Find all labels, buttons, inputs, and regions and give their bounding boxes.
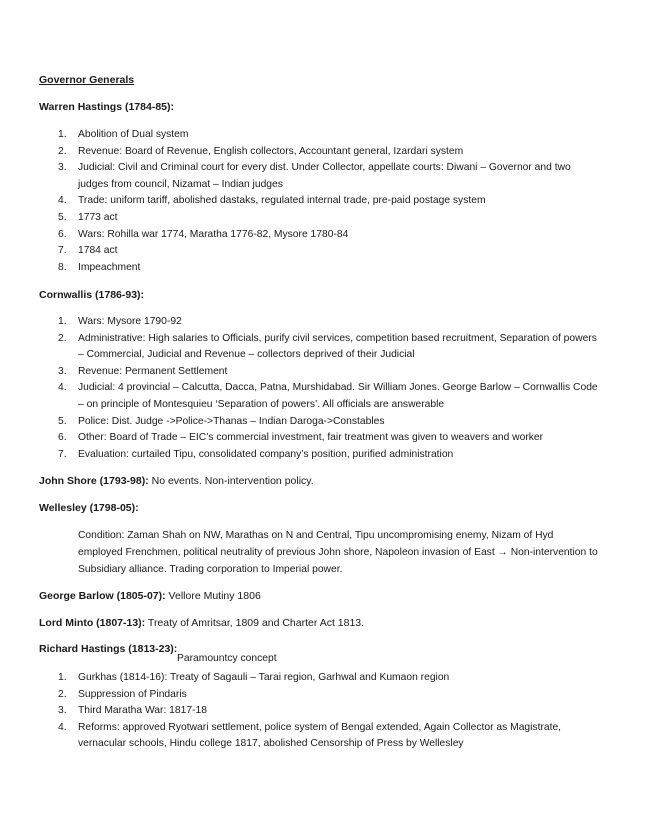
section-title-john-shore: John Shore (1793-98):: [39, 475, 149, 487]
cornwallis-list: [0, 314, 600, 463]
list-item-text: Evaluation: curtailed Tipu, consolidated company’s position, purified administration: [78, 448, 454, 460]
list-item: 8. Impeachment: [58, 261, 141, 273]
section-george-barlow: [39, 590, 261, 602]
list-item: 2. Revenue: Board of Revenue, English collectors, Accountant general, Izardari system: [58, 145, 464, 157]
section-text-lord-minto: Treaty of Amritsar, 1809 and Charter Act 1813.: [145, 617, 365, 629]
list-item: 7. Evaluation: curtailed Tipu, consolidated company’s position, purified administration: [58, 448, 454, 460]
list-item-text: Trade: uniform tariff, abolished dastaks, regulated internal trade, pre-paid postage system: [78, 195, 486, 207]
list-item: 6. Other: Board of Trade – EIC’s commercial investment, fair treatment was given to weavers and worker: [58, 432, 544, 444]
page-title: Governor Generals: [39, 74, 135, 86]
section-text-george-barlow: Vellore Mutiny 1806: [165, 590, 261, 602]
section-title-wellesley: Wellesley (1798-05):: [39, 502, 139, 514]
list-item: 3. Third Maratha War: 1817-18: [58, 705, 207, 717]
list-item-text: 1784 act: [78, 245, 118, 257]
list-item: 5. Police: Dist. Judge ->Police->Thanas – Indian Daroga->Constables: [58, 415, 385, 427]
list-item-text: Revenue: Board of Revenue, English collectors, Accountant general, Izardari system: [78, 145, 464, 157]
list-item: 5. 1773 act: [58, 211, 118, 223]
list-item: 2. Suppression of Pindaris: [58, 688, 187, 700]
section-lord-minto: [39, 617, 364, 629]
section-text-john-shore: No events. Non-intervention policy.: [148, 475, 314, 487]
list-item-text: Reforms: approved Ryotwari settlement, police system of Bengal extended, Again Collector as Magistrate, vernacular schools, Hindu college 1817, abolished Censorship of Press by Wellesley: [78, 721, 562, 750]
list-item-text: Third Maratha War: 1817-18: [78, 705, 207, 717]
list-item: 1. Wars: Mysore 1790-92: [58, 316, 182, 327]
section-title-george-barlow: George Barlow (1805-07):: [39, 590, 166, 602]
list-item: 1. Gurkhas (1814-16): Treaty of Sagauli – Tarai region, Garhwal and Kumaon region: [58, 672, 450, 683]
list-item-text: Impeachment: [78, 261, 141, 273]
list-item: 2. Administrative: High salaries to Officials, purify civil services, competition based recruitment, Separation of powers – Commercial, Judicial and Revenue – collectors deprived of their Judicial: [58, 332, 597, 361]
list-item: 4. Judicial: 4 provincial – Calcutta, Dacca, Patna, Murshidabad. Sir William Jones. George Barlow – Cornwallis Code – on principle of Montesquieu ‘Separation of powers’. All officials are answerable: [58, 382, 598, 410]
list-item-text: Judicial: Civil and Criminal court for every dist. Under Collector, appellate courts: Diwani – Governor and two judges from council, Nizamat – Indian judges: [78, 162, 571, 190]
section-title-cornwallis: Cornwallis (1786-93):: [39, 289, 145, 301]
list-item-text: Revenue: Permanent Settlement: [78, 365, 228, 377]
list-item-text: Gurkhas (1814-16): Treaty of Sagauli – Tarai region, Garhwal and Kumaon region: [78, 672, 450, 683]
list-item-text: Police: Dist. Judge ->Police->Thanas – Indian Daroga->Constables: [78, 415, 385, 427]
list-item: 1. Abolition of Dual system: [58, 129, 189, 140]
paramountcy-note: Paramountcy concept: [177, 653, 277, 664]
list-item: 4. Trade: uniform tariff, abolished dastaks, regulated internal trade, pre-paid postage system: [58, 195, 486, 207]
list-item-text: Wars: Mysore 1790-92: [78, 316, 182, 327]
list-item-text: Judicial: 4 provincial – Calcutta, Dacca, Patna, Murshidabad. Sir William Jones. George Barlow – Cornwallis Code – on principle of Montesquieu ‘Separation of powers’. All officials are answerable: [78, 382, 598, 410]
richard-hastings-list: [0, 670, 600, 753]
warren-hastings-list: [0, 127, 600, 276]
list-item: 7. 1784 act: [58, 245, 118, 257]
section-title-richard-hastings: Richard Hastings (1813-23):: [39, 643, 178, 655]
list-item: 4. Reforms: approved Ryotwari settlement, police system of Bengal extended, Again Collector as Magistrate, vernacular schools, Hindu college 1817, abolished Censorship of Press by Wellesley: [58, 721, 562, 750]
list-item-text: Wars: Rohilla war 1774, Maratha 1776-82, Mysore 1780-84: [78, 228, 349, 240]
section-title-warren-hastings: Warren Hastings (1784-85):: [39, 101, 174, 113]
list-item-text: 1773 act: [78, 211, 118, 223]
section-title-lord-minto: Lord Minto (1807-13):: [39, 617, 146, 629]
wellesley-paragraph: Condition: Zaman Shah on NW, Marathas on N and Central, Tipu uncompromising enemy, Nizam of Hyd employed Frenchmen, political neutrality of previous John shore, Napoleon invasion of East → Non-intervention to Subsidiary alliance. Trading corporation to Imperial power.: [78, 530, 598, 575]
list-item-text: Abolition of Dual system: [78, 129, 189, 140]
list-item: 3. Revenue: Permanent Settlement: [58, 365, 228, 377]
list-item: 3. Judicial: Civil and Criminal court for every dist. Under Collector, appellate courts: Diwani – Governor and two judges from council, Nizamat – Indian judges: [58, 162, 571, 190]
list-item-text: Suppression of Pindaris: [78, 688, 187, 700]
section-john-shore: [39, 475, 314, 487]
list-item-text: Other: Board of Trade – EIC’s commercial investment, fair treatment was given to weavers and worker: [78, 432, 544, 444]
list-item-text: Administrative: High salaries to Officials, purify civil services, competition based recruitment, Separation of powers – Commercial, Judicial and Revenue – collectors deprived of their Judicial: [78, 332, 597, 361]
list-item: 6. Wars: Rohilla war 1774, Maratha 1776-82, Mysore 1780-84: [58, 228, 349, 240]
